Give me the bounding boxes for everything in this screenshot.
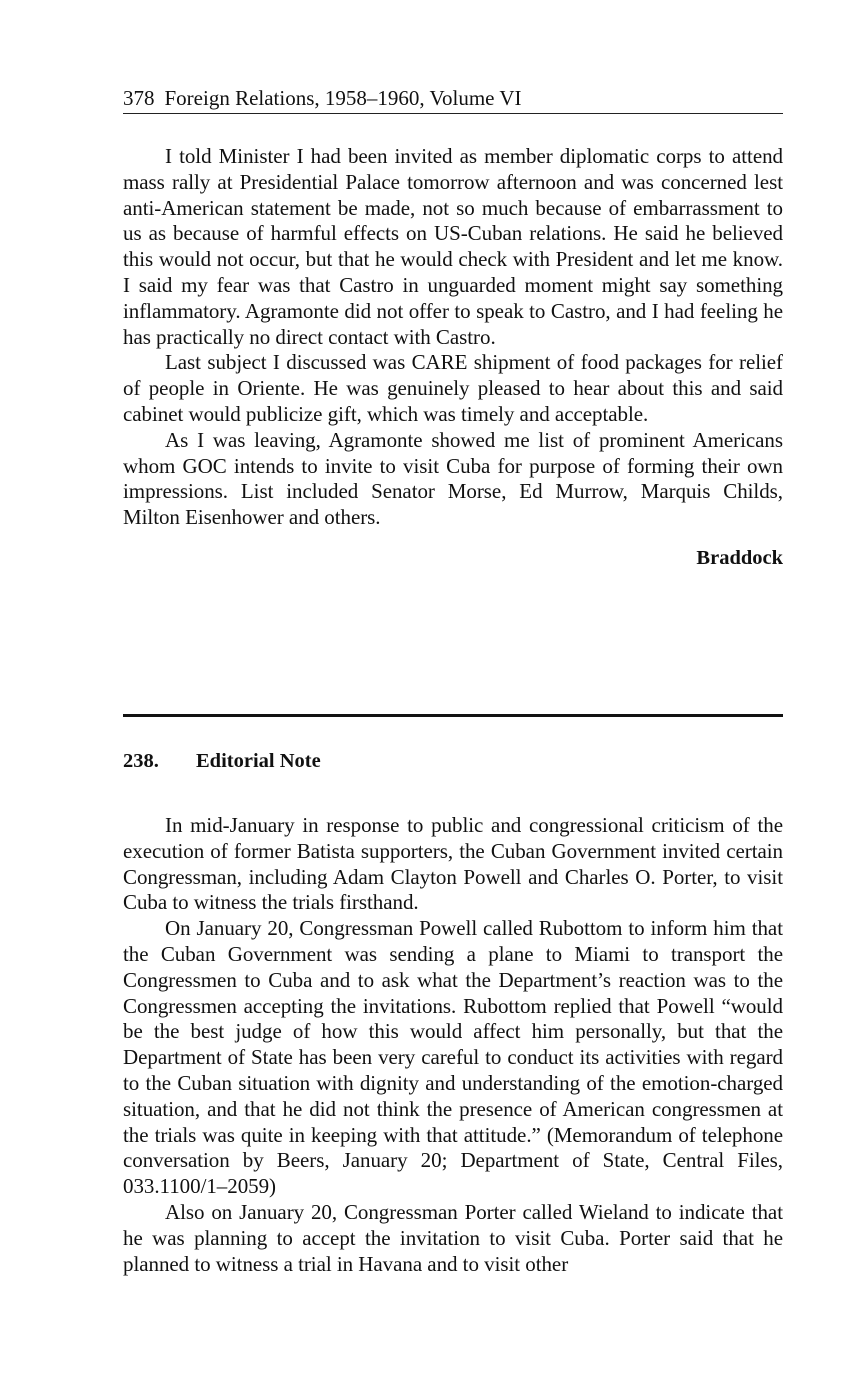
document-title: Editorial Note (196, 750, 321, 772)
paragraph: In mid-January in response to public and congressional criticism of the execution of former Batista supporters, the Cuban Government invited certain Congressman, including Adam Clayton Powell and Charles O. Porter, to visit Cuba to witness the trials firsthand. (123, 813, 783, 915)
editorial-note-body (123, 813, 783, 1277)
document-237-body (123, 144, 783, 571)
running-header (123, 84, 783, 114)
paragraph: On January 20, Congressman Powell called Rubottom to inform him that the Cuban Government was sending a plane to Miami to transport the Congressmen to Cuba and to ask what the Department’s reaction was to the Congressmen accepting the invitations. Rubottom replied that Powell “would be the best judge of how this would affect him personally, but that the Department of State has been very careful to conduct its activities with regard to the Cuban situation with dignity and understanding of the emotion-charged situation, and that he did not think the presence of American congressmen at the trials was quite in keeping with that attitude.” (Memorandum of telephone conversation by Beers, January 20; Department of State, Central Files, 033.1100/1–2059) (123, 916, 783, 1199)
document-heading (123, 748, 321, 774)
paragraph: As I was leaving, Agramonte showed me list of prominent Americans whom GOC intends to invite to visit Cuba for purpose of forming their own impressions. List included Senator Morse, Ed Murrow, Marquis Childs, Milton Eisenhower and others. (123, 427, 783, 530)
document-number: 238. (123, 750, 159, 772)
page-number: 378 (123, 86, 155, 110)
running-title: Foreign Relations, 1958–1960, Volume VI (164, 86, 522, 110)
page (123, 84, 783, 1276)
paragraph: I told Minister I had been invited as member diplomatic corps to attend mass rally at Presidential Palace tomorrow afternoon and was concerned lest anti-American statement be made, not so much because of embarrassment to us as because of harmful effects on US-Cuban relations. He said he believed this would not occur, but that he would check with President and let me know. I said my fear was that Castro in unguarded moment might say something inflammatory. Agramonte did not offer to speak to Castro, and I had feeling he has practically no direct contact with Castro. (123, 144, 783, 349)
section-divider (123, 714, 783, 717)
paragraph: Also on January 20, Congressman Porter called Wieland to indicate that he was planning to accept the invitation to visit Cuba. Porter said that he planned to witness a trial in Havana and to visit other (123, 1199, 783, 1276)
paragraph: Last subject I discussed was CARE shipment of food packages for relief of people in Oriente. He was genuinely pleased to hear about this and said cabinet would publicize gift, which was timely and acceptable. (123, 350, 783, 426)
signature: Braddock (696, 546, 783, 569)
